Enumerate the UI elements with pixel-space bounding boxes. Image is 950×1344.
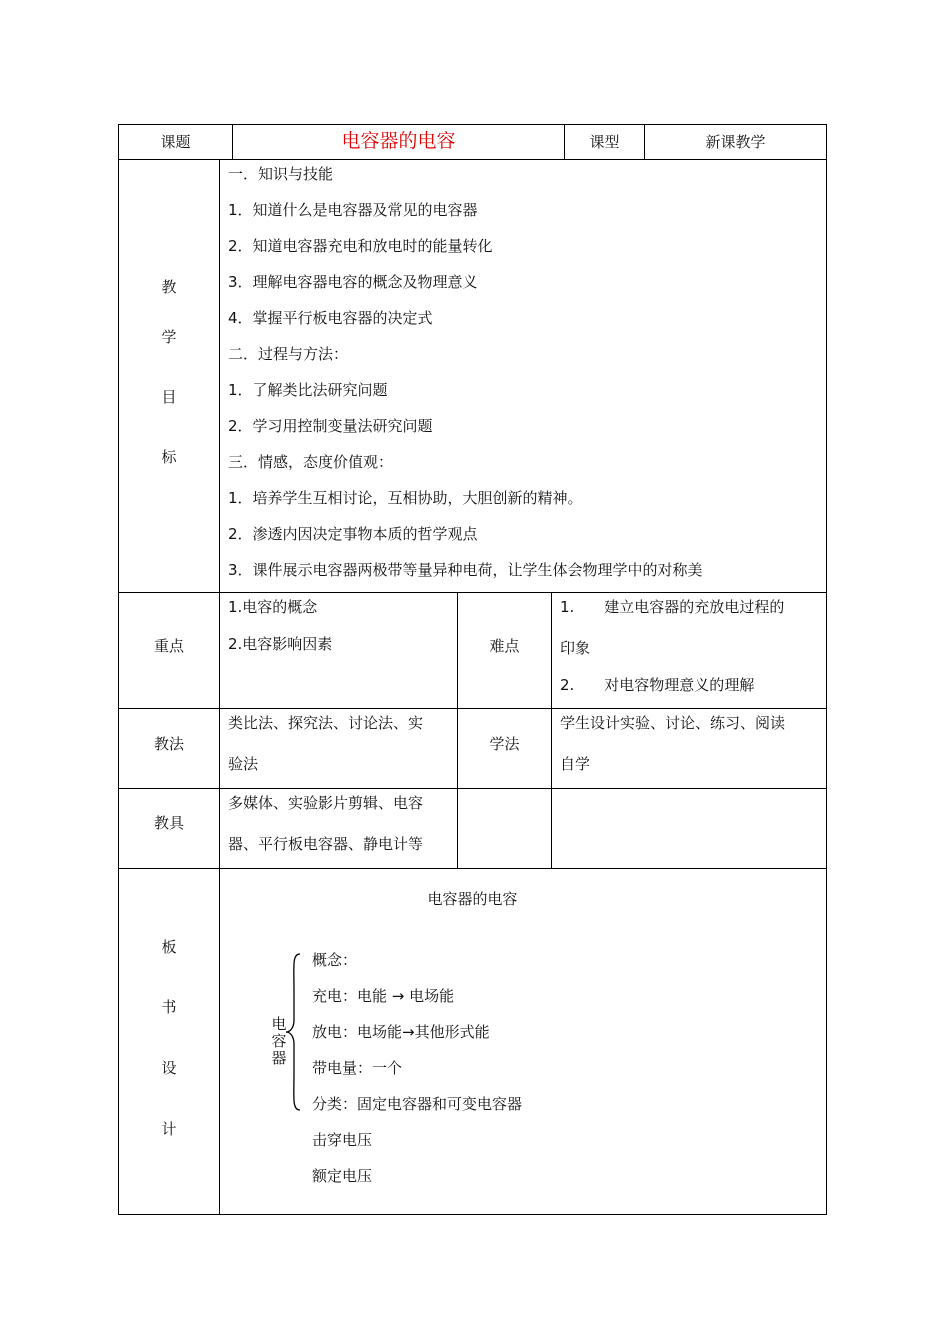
objective-line: 二．过程与方法： bbox=[228, 345, 349, 363]
tools-line: 器、平行板电容器、静电计等 bbox=[228, 835, 424, 853]
objective-line: 3．课件展示电容器两极带等量异种电荷，让学生体会物理学中的对称美 bbox=[228, 561, 703, 579]
row-divider bbox=[118, 788, 827, 789]
row-divider bbox=[118, 708, 827, 709]
table-border-top bbox=[118, 124, 827, 125]
board-item: 击穿电压 bbox=[312, 1131, 373, 1149]
teaching-method-label: 教法 bbox=[153, 735, 184, 753]
board-item: 概念： bbox=[312, 951, 358, 969]
tools-line: 多媒体、实验影片剪辑、电容 bbox=[228, 794, 424, 812]
row-divider bbox=[118, 592, 827, 593]
row-divider bbox=[118, 159, 827, 160]
col-divider bbox=[457, 592, 458, 869]
objective-line: 1．了解类比法研究问题 bbox=[228, 381, 388, 399]
key-point-item: 1.电容的概念 bbox=[228, 598, 318, 616]
difficulty-item: 1. 建立电容器的充放电过程的 bbox=[560, 598, 785, 616]
objective-line: 2．学习用控制变量法研究问题 bbox=[228, 417, 433, 435]
teaching-method-line: 类比法、探究法、讨论法、实 bbox=[228, 714, 424, 732]
learning-method-label: 学法 bbox=[489, 735, 520, 753]
tools-label: 教具 bbox=[153, 814, 184, 832]
difficulty-item: 印象 bbox=[560, 639, 591, 657]
objective-line: 1．知道什么是电容器及常见的电容器 bbox=[228, 201, 478, 219]
learning-method-line: 学生设计实验、讨论、练习、阅读 bbox=[560, 714, 786, 732]
objective-line: 4．掌握平行板电容器的决定式 bbox=[228, 309, 433, 327]
learning-method-line: 自学 bbox=[560, 755, 591, 773]
objective-line: 三．情感，态度价值观： bbox=[228, 453, 394, 471]
objective-line: 一．知识与技能 bbox=[228, 165, 334, 183]
type-value: 新课教学 bbox=[705, 133, 766, 151]
objective-line: 2．知道电容器充电和放电时的能量转化 bbox=[228, 237, 493, 255]
lesson-title: 电容器的电容 bbox=[341, 130, 456, 152]
table-border-bottom bbox=[118, 1214, 827, 1215]
board-item: 额定电压 bbox=[312, 1167, 373, 1185]
difficulty-item: 2. 对电容物理意义的理解 bbox=[560, 676, 755, 694]
col-divider bbox=[219, 868, 220, 1215]
table-border-left bbox=[118, 124, 119, 1215]
board-item: 充电：电能 → 电场能 bbox=[312, 987, 455, 1005]
col-divider bbox=[551, 592, 552, 869]
key-points-label: 重点 bbox=[153, 637, 184, 655]
objective-line: 2．渗透内因决定事物本质的哲学观点 bbox=[228, 525, 478, 543]
objective-line: 3．理解电容器电容的概念及物理意义 bbox=[228, 273, 478, 291]
col-divider bbox=[219, 592, 220, 869]
type-label: 课型 bbox=[589, 133, 620, 151]
teaching-method-line: 验法 bbox=[228, 755, 259, 773]
key-point-item: 2.电容影响因素 bbox=[228, 635, 333, 653]
col-divider bbox=[219, 159, 220, 593]
difficulty-label: 难点 bbox=[489, 637, 520, 655]
board-item: 带电量：一个 bbox=[312, 1059, 403, 1077]
topic-label: 课题 bbox=[160, 133, 191, 151]
objective-line: 1．培养学生互相讨论，互相协助，大胆创新的精神。 bbox=[228, 489, 583, 507]
board-item: 放电：电场能→其他形式能 bbox=[312, 1023, 490, 1041]
board-item: 分类：固定电容器和可变电容器 bbox=[312, 1095, 523, 1113]
board-title: 电容器的电容 bbox=[427, 890, 518, 908]
table-border-right bbox=[826, 124, 827, 1215]
curly-brace-icon bbox=[284, 952, 304, 1112]
row-divider bbox=[118, 868, 827, 869]
